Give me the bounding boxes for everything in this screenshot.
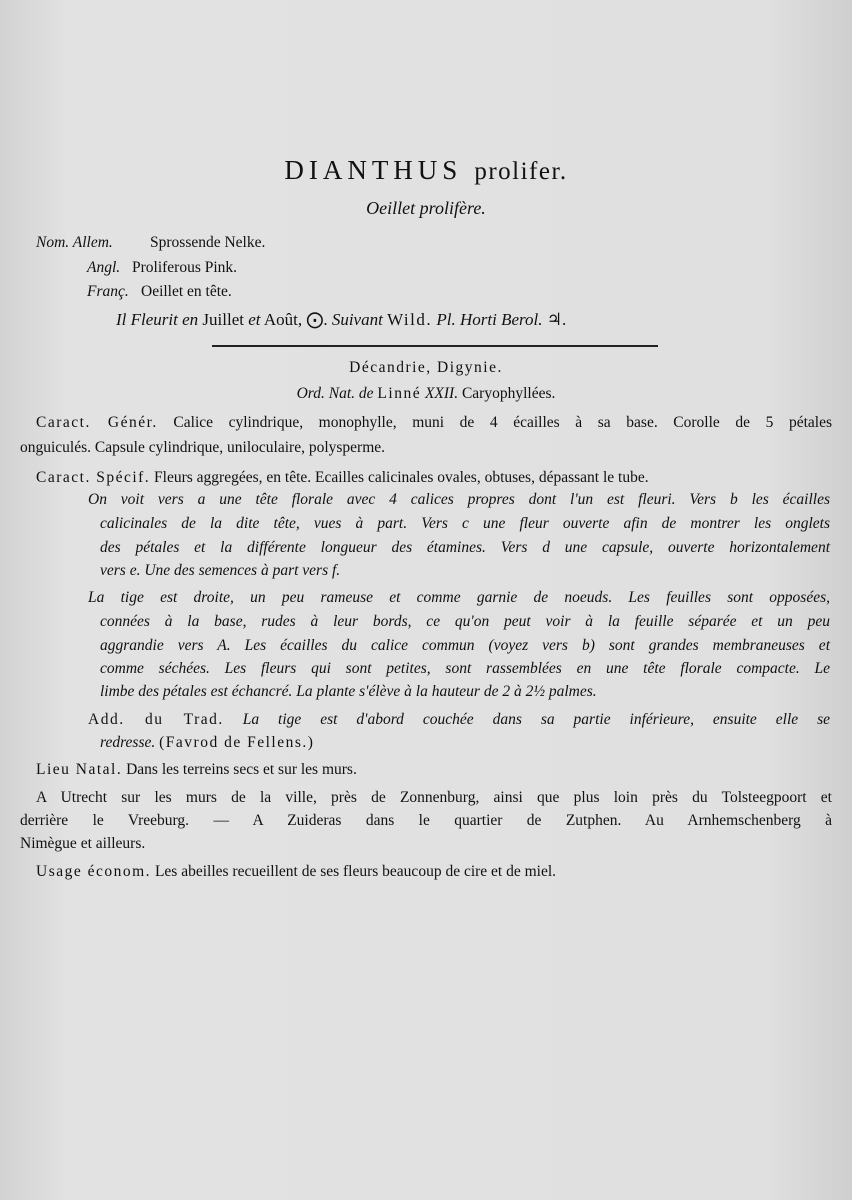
flowering-line: Il Fleurit en Juillet et Août, ⨀. Suivant Wild. Pl. Horti Berol. ♃. [116,310,567,329]
divider-rule [212,345,658,347]
french-name: Oeillet prolifère. [366,198,486,218]
page-title [0,152,852,190]
description-line: La tige est droite, un peu rameuse et comme garnie de noeuds. Les feuilles sont opposées, [88,589,830,606]
species-name: prolifer. [474,158,568,185]
description-line: limbe des pétales est échancré. La plante s'élève à la hauteur de 2 à 2½ palmes. [100,683,597,700]
classification-line: Décandrie, Digynie. [349,359,503,376]
figure-description-line: vers e. Une des semences à part vers f. [100,562,341,579]
genus-name: DIANTHUS [284,155,463,185]
locality-line: A Utrecht sur les murs de la ville, près de Zonnenburg, ainsi que plus loin près du Tolsteegpoort et [36,789,832,806]
name-value-franc: Oeillet en tête. [141,283,232,300]
natural-order-line: Ord. Nat. de Linné XXII. Caryophyllées. [296,385,556,402]
description-line: comme séchées. Les fleurs qui sont petites, sont rassemblées en une tête florale compacte. Le [100,660,830,677]
translator-note-line1: Add. du Trad. La tige est d'abord couchée dans sa partie inférieure, ensuite elle se [88,711,830,728]
description-line: connées à la base, rudes à leur bords, ce qu'on peut voir à la feuille séparée et un peu [100,613,830,630]
caract-gener-line2: onguiculés. Capsule cylindrique, uniloculaire, polysperme. [20,439,386,456]
name-value-allem: Sprossende Nelke. [150,234,266,251]
name-label-angl: Angl. [87,259,121,276]
name-label-allem: Nom. Allem. [36,234,113,251]
name-value-angl: Proliferous Pink. [132,259,238,276]
name-label-franc: Franç. [87,283,129,300]
description-line: aggrandie vers A. Les écailles du calice commun (voyez vers b) sont grandes membraneuses et [100,637,830,654]
figure-description-line: On voit vers a une tête florale avec 4 calices propres dont l'un est fleuri. Vers b les écailles [88,491,830,508]
figure-description-line: calicinales de la dite tête, vues à part. Vers c une fleur ouverte afin de montrer les onglets [100,515,830,532]
figure-description-line: des pétales et la différente longueur des étamines. Vers d une capsule, ouverte horizontalement [100,539,830,556]
locality-line: derrière le Vreeburg. — A Zuideras dans le quartier de Zutphen. Au Arnhemschenberg à [20,812,832,829]
caract-gener-line1: Caract. Génér. Calice cylindrique, monophylle, muni de 4 écailles à sa base. Corolle de 5 pétales [36,414,832,431]
translator-note-line2: redresse. (Favrod de Fellens.) [100,734,315,751]
usage-line: Usage économ. Les abeilles recueillent de ses fleurs beaucoup de cire et de miel. [36,863,557,880]
caract-specif-line1: Caract. Spécif. Fleurs aggregées, en tête. Ecailles calicinales ovales, obtuses, dépassant le tube. [36,469,649,486]
locality-line: Nimègue et ailleurs. [20,835,146,852]
habitat-line: Lieu Natal. Dans les terreins secs et sur les murs. [36,761,357,778]
